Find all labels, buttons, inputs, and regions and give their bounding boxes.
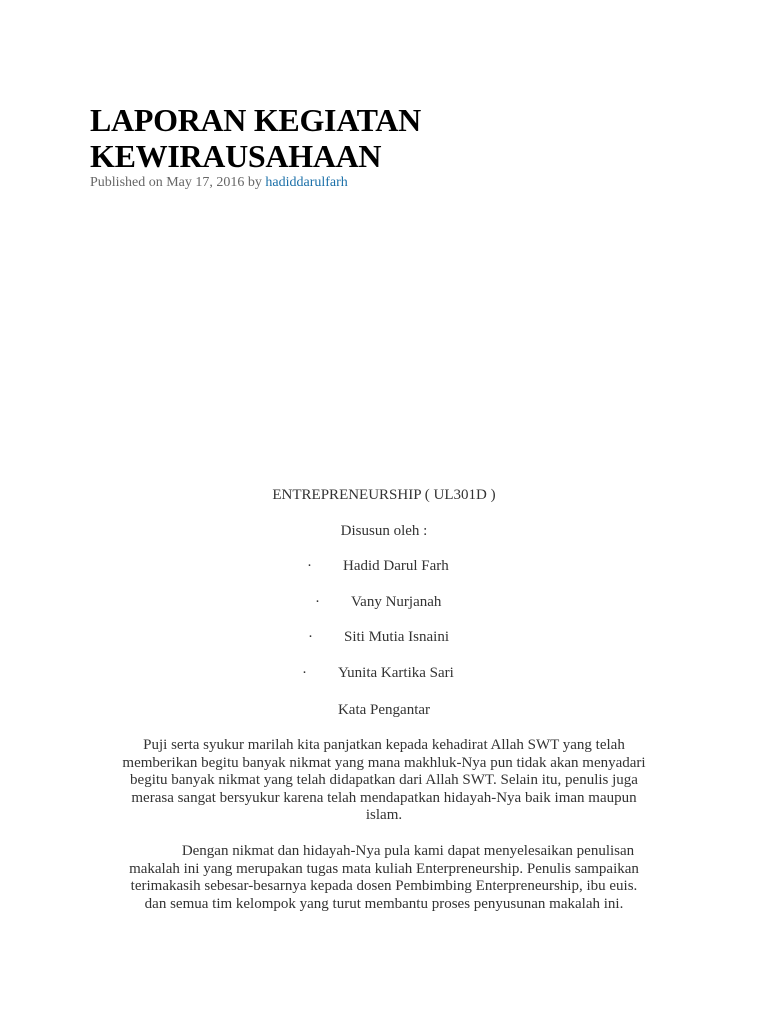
foreword-paragraph-2 xyxy=(88,843,680,913)
member-name: Hadid Darul Farh xyxy=(343,558,449,574)
paragraph-line: merasa sangat bersyukur karena telah mendapatkan hidayah-Nya baik iman maupun xyxy=(131,789,637,806)
bullet-marker: · xyxy=(307,558,312,574)
article-byline xyxy=(90,174,348,192)
paragraph-line-text: Dengan nikmat dan hidayah-Nya pula kami dapat menyelesaikan penulisan xyxy=(181,843,635,859)
compiled-by-label: Disusun oleh : xyxy=(340,523,428,539)
paragraph-line: begitu banyak nikmat yang telah didapatkan dari Allah SWT. Selain itu, penulis juga xyxy=(130,772,638,788)
bullet-marker: · xyxy=(315,594,320,610)
author-link[interactable]: hadiddarulfarh xyxy=(265,175,348,190)
course-title: ENTREPRENEURSHIP ( UL301D ) xyxy=(272,487,496,503)
member-name: Siti Mutia Isnaini xyxy=(344,629,449,645)
paragraph-line: islam. xyxy=(365,807,403,823)
paragraph-line: makalah ini yang merupakan tugas mata kuliah Enterpreneurship. Penulis sampaikan xyxy=(129,860,639,877)
paragraph-line: memberikan begitu banyak nikmat yang mana makhluk-Nya pun tidak akan menyadari xyxy=(122,754,646,771)
bullet-marker: · xyxy=(308,629,313,645)
member-name: Yunita Kartika Sari xyxy=(338,665,454,681)
article-title-line-1: LAPORAN KEGIATAN xyxy=(90,102,421,138)
foreword-paragraph-1 xyxy=(88,737,680,825)
member-name: Vany Nurjanah xyxy=(351,594,442,610)
foreword-heading: Kata Pengantar xyxy=(337,702,431,718)
bullet-marker: · xyxy=(302,665,307,681)
paragraph-line: dan semua tim kelompok yang turut membantu proses penyusunan makalah ini. xyxy=(144,895,624,912)
paragraph-line: terimakasih sebesar-besarnya kepada dosen Pembimbing Enterpreneurship, ibu euis. xyxy=(130,878,638,894)
paragraph-line: Puji serta syukur marilah kita panjatkan kepada kehadirat Allah SWT yang telah xyxy=(143,737,625,753)
article-title xyxy=(90,102,690,174)
paragraph-line xyxy=(88,843,680,861)
published-date: Published on May 17, 2016 by xyxy=(90,175,266,190)
article-title-line-2: KEWIRAUSAHAAN xyxy=(90,138,382,174)
